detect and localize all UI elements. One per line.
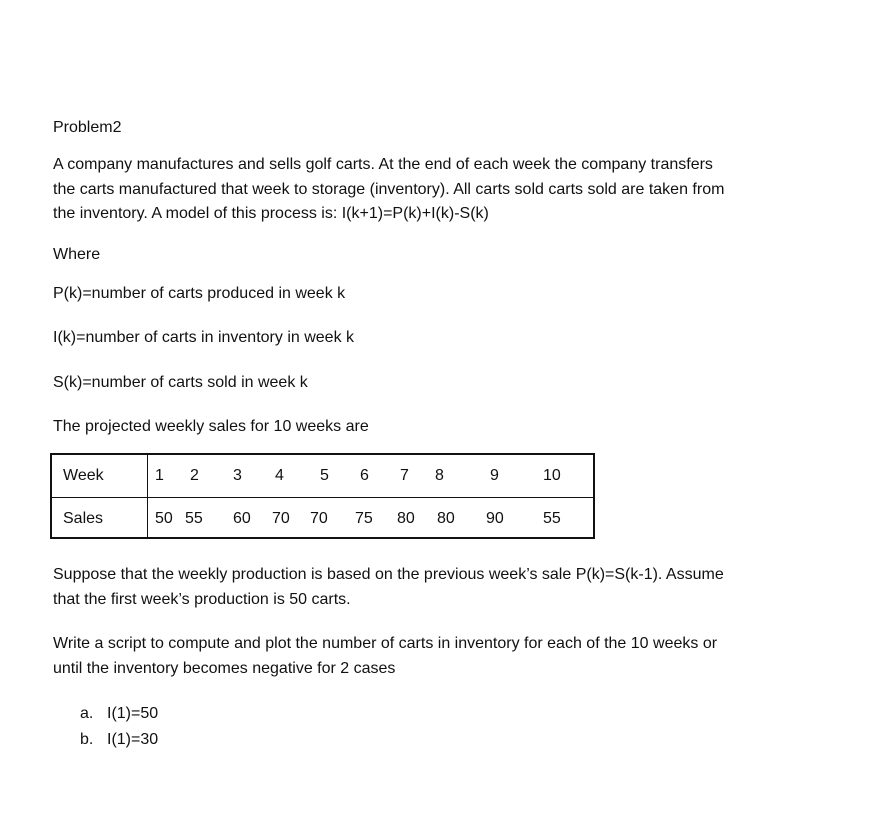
sales-row bbox=[52, 498, 593, 540]
case-item-a bbox=[80, 704, 158, 724]
problem-title: Problem2 bbox=[53, 119, 122, 136]
week-cell: 5 bbox=[320, 467, 329, 484]
sales-cell: 80 bbox=[397, 510, 415, 527]
case-marker: a. bbox=[80, 705, 94, 722]
task-line: until the inventory becomes negative for 2 cases bbox=[53, 659, 396, 677]
case-text: I(1)=50 bbox=[107, 705, 159, 722]
intro-line: the carts manufactured that week to storage (inventory). All carts sold carts sold are taken from bbox=[53, 180, 725, 198]
sales-cell: 55 bbox=[543, 510, 561, 527]
week-cell: 10 bbox=[543, 467, 561, 484]
week-cell: 9 bbox=[490, 467, 499, 484]
intro-paragraph bbox=[53, 153, 833, 227]
suppose-paragraph bbox=[53, 563, 833, 612]
task-paragraph bbox=[53, 632, 833, 681]
week-cell: 4 bbox=[275, 467, 284, 484]
intro-line: the inventory. A model of this process is: I(k+1)=P(k)+I(k)-S(k) bbox=[53, 205, 489, 222]
case-marker: b. bbox=[80, 731, 94, 748]
sales-cell: 55 bbox=[185, 510, 203, 527]
week-cell: 7 bbox=[400, 467, 409, 484]
intro-line: A company manufactures and sells golf carts. At the end of each week the company transfers bbox=[53, 156, 713, 173]
week-cell: 8 bbox=[435, 467, 444, 484]
case-item-b bbox=[80, 730, 158, 750]
sales-cell: 90 bbox=[486, 510, 504, 527]
sales-cell: 50 bbox=[155, 510, 173, 527]
sales-cell: 60 bbox=[233, 510, 251, 527]
definition-p: P(k)=number of carts produced in week k bbox=[53, 285, 346, 302]
sales-header: Sales bbox=[63, 510, 104, 527]
suppose-line: Suppose that the weekly production is based on the previous week’s sale P(k)=S(k-1). Assume bbox=[53, 566, 724, 583]
where-label: Where bbox=[53, 246, 101, 263]
table-intro: The projected weekly sales for 10 weeks are bbox=[53, 418, 369, 435]
week-cell: 3 bbox=[233, 467, 242, 484]
suppose-line: that the first week’s production is 50 carts. bbox=[53, 590, 351, 608]
sales-cell: 80 bbox=[437, 510, 455, 527]
week-header: Week bbox=[63, 467, 104, 484]
task-line: Write a script to compute and plot the number of carts in inventory for each of the 10 weeks or bbox=[53, 635, 718, 652]
definition-i: I(k)=number of carts in inventory in week k bbox=[53, 329, 355, 346]
sales-cell: 70 bbox=[310, 510, 328, 527]
sales-cell: 70 bbox=[272, 510, 290, 527]
week-cell: 6 bbox=[360, 467, 369, 484]
case-text: I(1)=30 bbox=[107, 731, 159, 748]
week-cell: 1 bbox=[155, 467, 164, 484]
week-cell: 2 bbox=[190, 467, 199, 484]
definition-s: S(k)=number of carts sold in week k bbox=[53, 374, 308, 391]
sales-table bbox=[50, 453, 595, 539]
sales-cell: 75 bbox=[355, 510, 373, 527]
week-row bbox=[52, 455, 593, 498]
